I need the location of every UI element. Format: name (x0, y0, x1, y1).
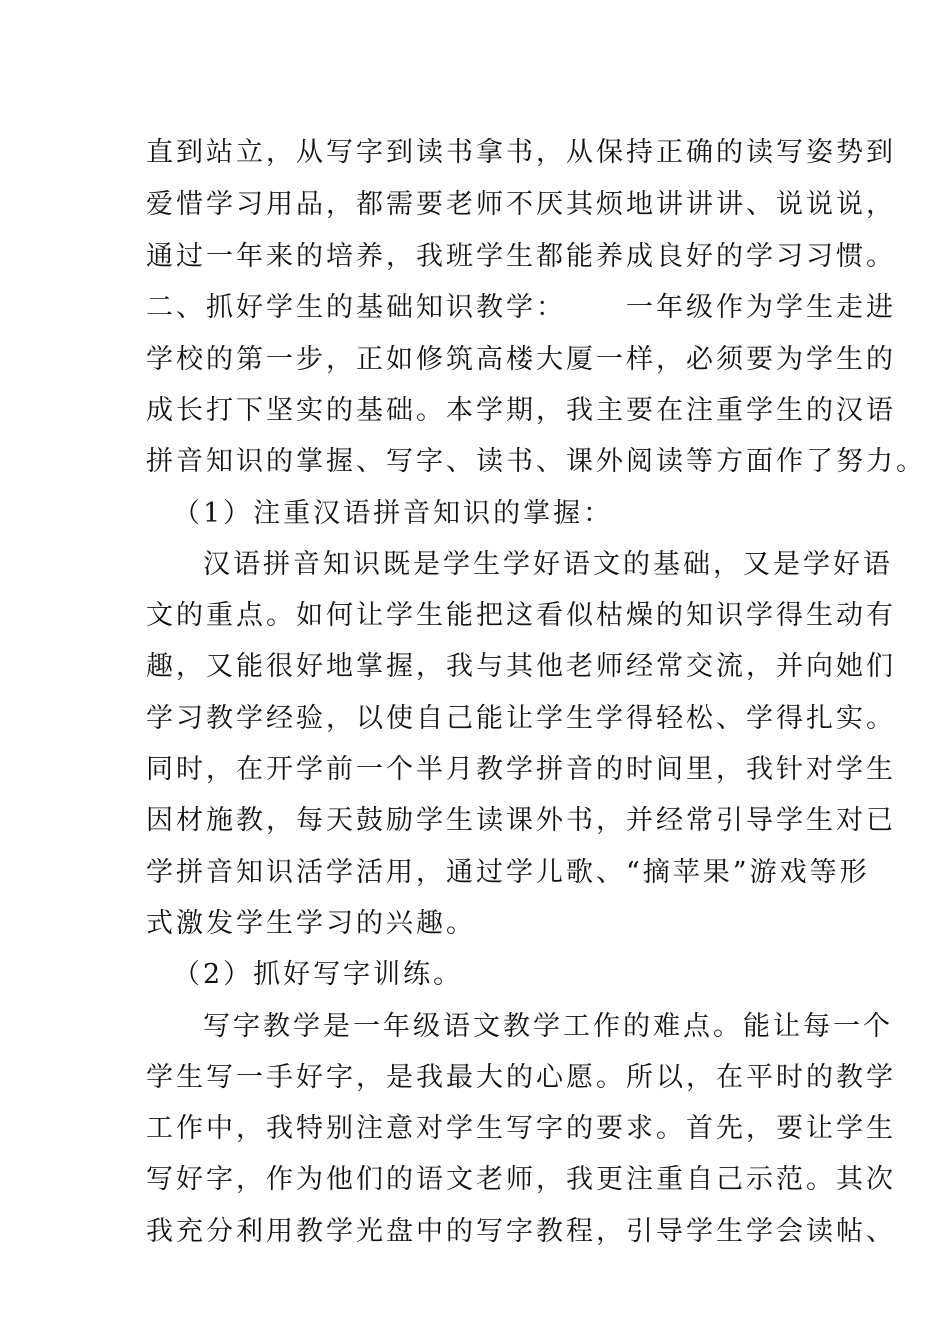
subheading: （1）注重汉语拼音知识的掌握： (173, 498, 614, 529)
section-heading: 二、抓好学生的基础知识教学： (146, 292, 566, 323)
text-line: 同时，在开学前一个半月教学拼音的时间里，我针对学生 (146, 754, 896, 785)
text-line: 写好字，作为他们的语文老师，我更注重自己示范。其次 (146, 1164, 896, 1195)
subheading: （2）抓好写字训练。 (173, 959, 464, 990)
text-line: 写字教学是一年级语文教学工作的难点。能让每一个 (203, 1011, 893, 1042)
text-line: 式激发学生学习的兴趣。 (146, 908, 476, 939)
text-line: 文的重点。如何让学生能把这看似枯燥的知识学得生动有 (146, 600, 896, 631)
text-line: 学习教学经验，以使自己能让学生学得轻松、学得扎实。 (146, 703, 896, 734)
text-line: 成长打下坚实的基础。本学期，我主要在注重学生的汉语 (146, 395, 896, 426)
section-heading-line (146, 291, 896, 325)
text-line: 学拼音知识活学活用，通过学儿歌、“摘苹果”游戏等形 (146, 857, 870, 888)
text-line: 我充分利用教学光盘中的写字教程，引导学生学会读帖、 (146, 1216, 896, 1247)
text-line: 汉语拼音知识既是学生学好语文的基础，又是学好语 (203, 549, 893, 580)
text-line: 工作中，我特别注意对学生写字的要求。首先，要让学生 (146, 1113, 896, 1144)
text-line: 学生写一手好字，是我最大的心愿。所以，在平时的教学 (146, 1062, 896, 1093)
text-line: 通过一年来的培养，我班学生都能养成良好的学习习惯。 (146, 241, 896, 272)
text-line: 拼音知识的掌握、写字、读书、课外阅读等方面作了努力。 (146, 446, 926, 477)
text-line: 学校的第一步，正如修筑高楼大厦一样，必须要为学生的 (146, 344, 896, 375)
text-line: 趣，又能很好地掌握，我与其他老师经常交流，并向她们 (146, 651, 896, 682)
text-segment: 一年级作为学生走进 (626, 292, 896, 323)
text-line: 直到站立，从写字到读书拿书，从保持正确的读写姿势到 (146, 137, 896, 168)
text-line: 爱惜学习用品，都需要老师不厌其烦地讲讲讲、说说说， (146, 189, 896, 220)
text-line: 因材施教，每天鼓励学生读课外书，并经常引导学生对已 (146, 805, 896, 836)
